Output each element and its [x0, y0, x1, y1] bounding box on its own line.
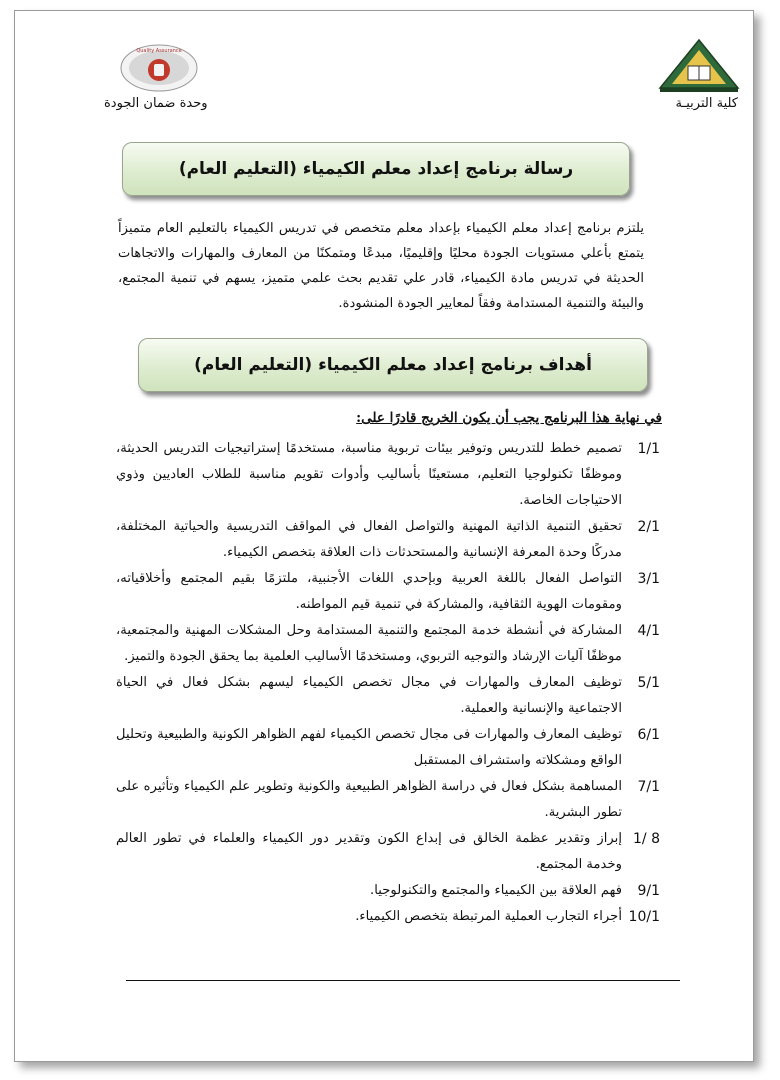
mission-paragraph: يلتزم برنامج إعداد معلم الكيمياء بإعداد معلم متخصص في تدريس الكيمياء بالتعليم العام متميزاً يتمتع بأعلي مستويات الجودة محليًا وإقليميًا، مبدعًا ومتمكنًا من المعارف والمهارات والاتجاهات الحديثة في تدريس مادة الكيمياء، قادر علي تقديم بحث علمي متميز، يسهم في تنمية المجتمع، والبيئة والتنمية المستدامة وفقاً لمعايير الجودة المنشودة.: [118, 221, 644, 311]
list-item: [116, 826, 660, 878]
list-item: [116, 566, 660, 618]
goal-number: 2/1: [637, 519, 660, 535]
mission-title: رسالة برنامج إعداد معلم الكيمياء (التعليم العام): [178, 159, 574, 179]
list-item: [116, 436, 660, 514]
goal-number: 5/1: [637, 675, 660, 691]
list-item: [116, 774, 660, 826]
goal-text: أجراء التجارب العملية المرتبطة بتخصص الكيمياء.: [355, 909, 622, 924]
college-logo: [654, 36, 744, 96]
footer-divider: [126, 980, 680, 981]
list-item: [116, 904, 660, 930]
goal-text: تصميم خطط للتدريس وتوفير بيئات تربوية مناسبة، مستخدمًا إستراتيجيات التدريس الحديثة، وموظفًا تكنولوجيا التعليم، مستعينًا بأساليب وأدوات تقويم مناسبة للطلاب العاديين وذوي الاحتياجات الخاصة.: [116, 441, 622, 508]
goal-text: توظيف المعارف والمهارات في مجال تخصص الكيمياء ليسهم بشكل فعال في الحياة الاجتماعية والإنسانية والعملية.: [116, 675, 622, 716]
goal-number: 1/1: [637, 441, 660, 457]
goals-title-banner: [138, 338, 648, 392]
goals-title: أهداف برنامج إعداد معلم الكيمياء (التعليم العام): [194, 355, 592, 375]
goal-text: المشاركة في أنشطة خدمة المجتمع والتنمية المستدامة وحل المشكلات المهنية والمجتمعية، موظفًا آليات الإرشاد والتوجيه التربوي، ومستخدمًا الأساليب العلمية بما يحقق الجودة والتميز.: [116, 623, 622, 664]
unit-name: وحدة ضمان الجودة: [104, 96, 208, 111]
goal-number: 10/1: [628, 909, 660, 925]
goal-text: فهم العلاقة بين الكيمياء والمجتمع والتكنولوجيا.: [370, 883, 622, 898]
list-item: [116, 878, 660, 904]
goals-subtitle: في نهاية هذا البرنامج يجب أن يكون الخريج قادرًا على:: [356, 410, 662, 426]
goal-number: 7/1: [637, 779, 660, 795]
svg-text:Quality Assurance: Quality Assurance: [136, 48, 182, 54]
list-item: [116, 514, 660, 566]
goal-number: 3/1: [637, 571, 660, 587]
quality-assurance-logo: [118, 42, 200, 94]
goal-number: 4/1: [637, 623, 660, 639]
goal-number: 9/1: [637, 883, 660, 899]
goal-text: إبراز وتقدير عظمة الخالق فى إبداع الكون وتقدير دور الكيمياء والعلماء في تطور العالم وخدمة المجتمع.: [116, 831, 622, 872]
goal-text: تحقيق التنمية الذاتية المهنية والتواصل الفعال في المواقف التدريسية والحياتية المختلفة، مدركًا وحدة المعرفة الإنسانية والمستحدثات ذات العلاقة بتخصص الكيمياء.: [116, 519, 622, 560]
goal-number: 8 /1: [632, 831, 660, 847]
goal-number: 6/1: [637, 727, 660, 743]
goal-text: التواصل الفعال باللغة العربية وبإحدي اللغات الأجنبية، ملتزمًا بقيم المجتمع وأخلاقياته، ومقومات الهوية الثقافية، والمشاركة في تنمية قيم المواطنه.: [116, 571, 622, 612]
goal-text: توظيف المعارف والمهارات فى مجال تخصص الكيمياء لفهم الظواهر الكونية والطبيعية وتحليل الواقع ومشكلاته واستشراف المستقبل: [116, 727, 622, 768]
list-item: [116, 618, 660, 670]
college-name: كلية التربيـة: [675, 96, 738, 111]
goals-list: [116, 436, 660, 930]
list-item: [116, 722, 660, 774]
mission-title-banner: [122, 142, 630, 196]
goal-text: المساهمة بشكل فعال في دراسة الظواهر الطبيعية والكونية وتطوير علم الكيمياء وتأثيره على تطور البشرية.: [116, 779, 622, 820]
list-item: [116, 670, 660, 722]
